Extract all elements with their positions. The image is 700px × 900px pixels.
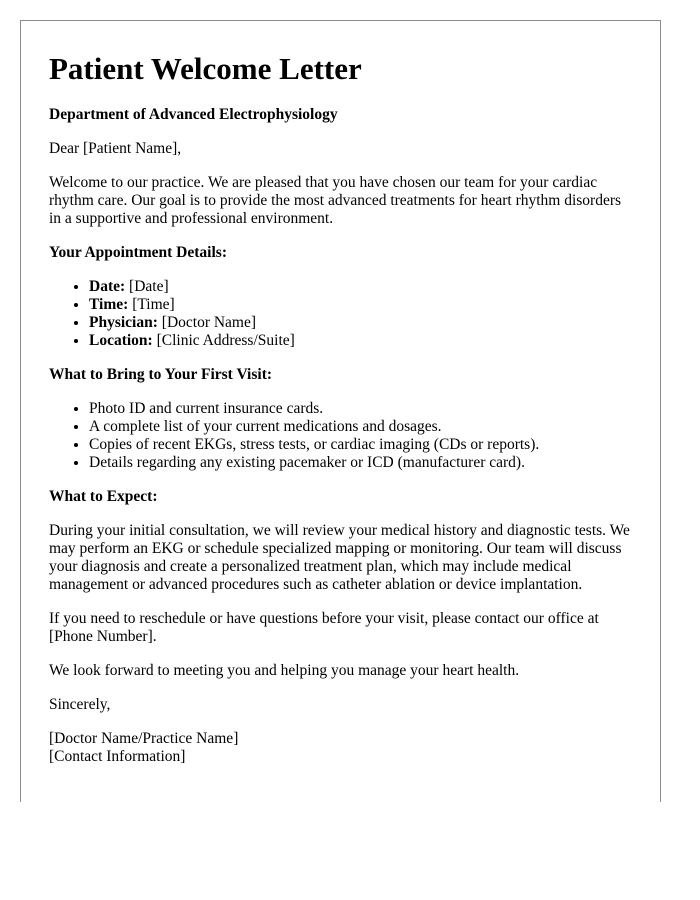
signoff: Sincerely, xyxy=(49,696,111,713)
intro-paragraph: Welcome to our practice. We are pleased that you have chosen our team for your cardiac rhythm care. Our goal is to provide the most advanced treatments for heart rhythm disorders in a supportive and professional environment. xyxy=(49,174,622,227)
expect-paragraph: During your initial consultation, we will review your medical history and diagnostic tests. We may perform an EKG or schedule specialized mapping or monitoring. Our team will discuss your diagnosis and create a personalized treatment plan, which may include medical management or advanced procedures such as catheter ablation or device implantation. xyxy=(49,522,630,593)
appointment-value: [Time] xyxy=(128,296,175,313)
appointment-label: Date: xyxy=(89,278,126,295)
appointment-heading: Your Appointment Details: xyxy=(49,244,227,261)
appointment-item-physician xyxy=(89,314,632,332)
appointment-value: [Doctor Name] xyxy=(157,314,257,331)
bring-list xyxy=(49,400,632,472)
bring-item: • Copies of recent EKGs, stress tests, or cardiac imaging (CDs or reports). xyxy=(89,436,632,454)
letter-page xyxy=(20,20,661,802)
appointment-label: Time: xyxy=(89,296,129,313)
bring-heading: What to Bring to Your First Visit: xyxy=(49,366,273,383)
bring-item: • Photo ID and current insurance cards. xyxy=(89,400,632,418)
appointment-item-date xyxy=(89,278,632,296)
letter-title: Patient Welcome Letter xyxy=(49,51,362,86)
appointment-item-time xyxy=(89,296,632,314)
bring-item: • Details regarding any existing pacemaker or ICD (manufacturer card). xyxy=(89,454,632,472)
appointment-value: [Clinic Address/Suite] xyxy=(152,332,295,349)
appointment-label: Physician: xyxy=(89,314,158,331)
contact-paragraph: If you need to reschedule or have questions before your visit, please contact our office at [Phone Number]. xyxy=(49,610,599,645)
signature-block xyxy=(49,730,632,766)
signature-contact: [Contact Information] xyxy=(49,748,186,765)
signature-name: [Doctor Name/Practice Name] xyxy=(49,730,239,747)
appointment-item-location xyxy=(89,332,632,350)
appointment-details-list xyxy=(49,278,632,350)
salutation: Dear [Patient Name], xyxy=(49,140,182,157)
appointment-label: Location: xyxy=(89,332,153,349)
department-name: Department of Advanced Electrophysiology xyxy=(49,106,338,123)
bring-item: • A complete list of your current medications and dosages. xyxy=(89,418,632,436)
closing-paragraph: We look forward to meeting you and helping you manage your heart health. xyxy=(49,662,520,679)
appointment-value: [Date] xyxy=(125,278,169,295)
expect-heading: What to Expect: xyxy=(49,488,158,505)
